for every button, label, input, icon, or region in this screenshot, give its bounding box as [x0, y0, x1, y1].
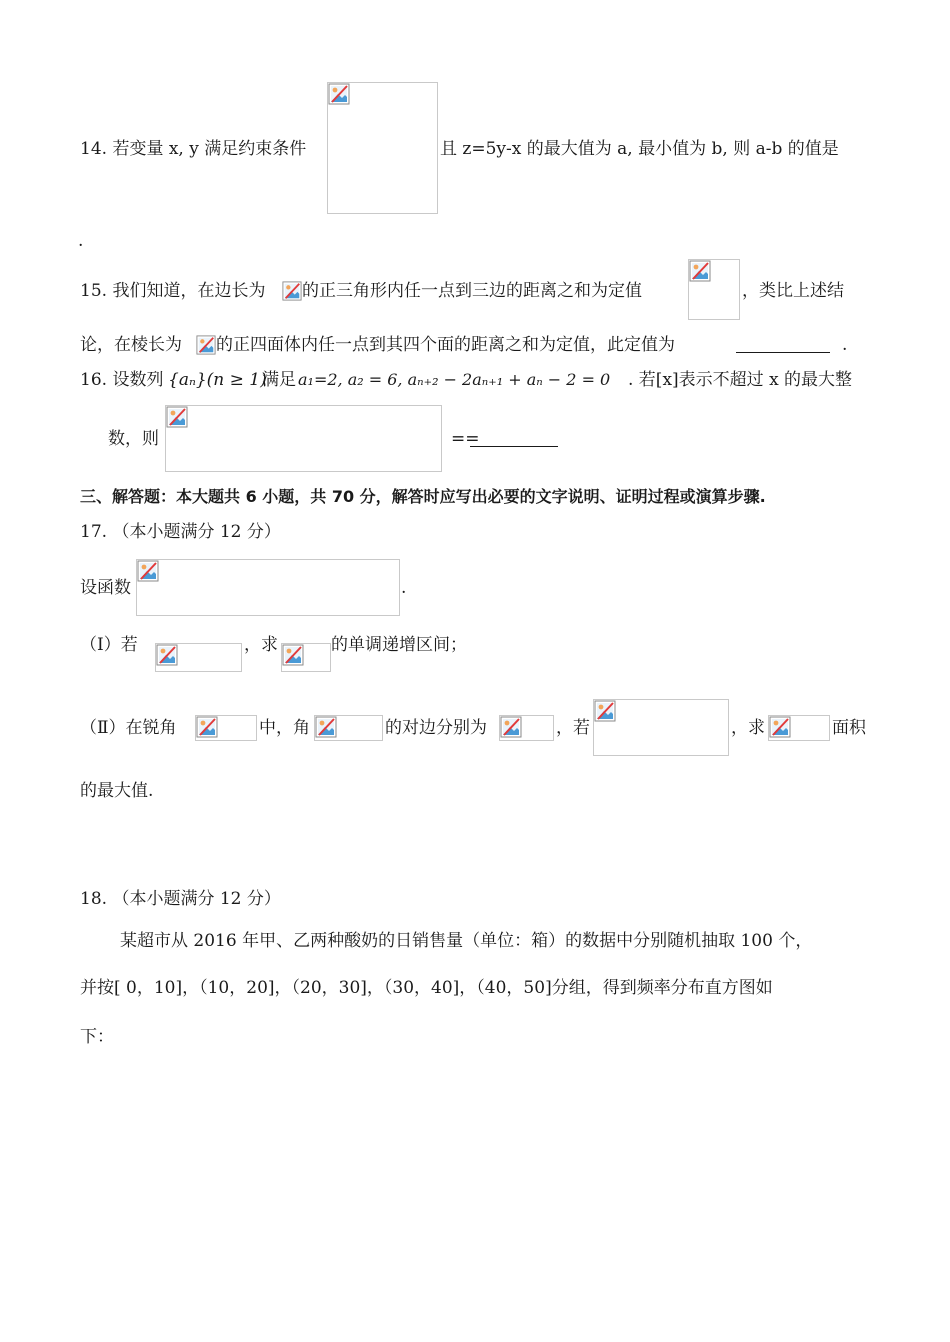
triangle-image [768, 715, 830, 741]
given-condition-image [593, 699, 729, 756]
q16-line1-b: 满足 [262, 370, 296, 390]
q17-title: 17. （本小题满分 12 分） [80, 522, 281, 542]
angles-image [314, 715, 383, 741]
edge-length-image [196, 335, 216, 355]
q17-part2-e: ，求 [731, 718, 765, 738]
broken-image-icon [156, 644, 178, 666]
broken-image-icon [328, 83, 350, 105]
broken-image-icon [196, 716, 218, 738]
broken-image-icon [500, 716, 522, 738]
q15-line1-b: 的正三角形内任一点到三边的距离之和为定值 [302, 281, 642, 301]
broken-image-icon [689, 260, 711, 282]
q16-sequence: {aₙ}(n ≥ 1) [168, 370, 267, 390]
q15-line1-a: 15. 我们知道，在边长为 [80, 281, 266, 301]
q18-line2: 并按[ 0，10]，（10，20]，（20，30]，（30，40]，（40，50]分组，得到频率分布直方图如 [80, 978, 773, 998]
q16-line2-a: 数，则 [108, 429, 159, 449]
q18-line3: 下： [80, 1027, 114, 1047]
broken-image-icon [196, 335, 216, 355]
function-name-image [281, 643, 331, 672]
q17-part2-f: 面积 [832, 718, 866, 738]
broken-image-icon [315, 716, 337, 738]
broken-image-icon [282, 281, 302, 301]
q17-part1-b: ，求 [244, 635, 278, 655]
q16-line1-a: 16. 设数列 [80, 370, 164, 390]
constraint-image [327, 82, 438, 214]
answer-blank-15 [736, 352, 830, 353]
q16-equals: == [451, 429, 480, 449]
section-heading: 三、解答题：本大题共 6 小题，共 70 分，解答时应写出必要的文字说明、证明过程或演算步骤. [80, 487, 766, 506]
q18-title: 18. （本小题满分 12 分） [80, 889, 281, 909]
q17-func-end: . [401, 578, 407, 598]
broken-image-icon [166, 406, 188, 428]
q15-line2-b: 的正四面体内任一点到其四个面的距离之和为定值，此定值为 [216, 335, 675, 355]
q17-func-label: 设函数 [80, 578, 131, 598]
q14-prefix: 14. 若变量 x, y 满足约束条件 [80, 139, 307, 159]
q17-part2-g: 的最大值. [80, 781, 154, 801]
function-definition-image [136, 559, 400, 616]
triangle-abc-image [195, 715, 257, 741]
constant-value-image [688, 259, 740, 320]
sum-expression-image [165, 405, 442, 472]
q17-part2-d: ，若 [556, 718, 590, 738]
q14-end: . [78, 231, 84, 251]
q17-part2-a: （Ⅱ）在锐角 [80, 718, 177, 738]
q15-line2-a: 论，在棱长为 [80, 335, 182, 355]
sides-image [499, 715, 554, 741]
q15-line1-c: ，类比上述结 [742, 281, 844, 301]
q16-line1-c: . 若[x]表示不超过 x 的最大整 [628, 370, 853, 390]
q15-line2-end: . [842, 335, 848, 355]
q14-suffix: 且 z=5y-x 的最大值为 a, 最小值为 b, 则 a-b 的值是 [440, 139, 839, 159]
q17-part1-c: 的单调递增区间； [331, 635, 467, 655]
broken-image-icon [769, 716, 791, 738]
side-length-image [282, 281, 302, 301]
broken-image-icon [282, 644, 304, 666]
answer-blank-16 [470, 446, 558, 447]
q17-part2-b: 中，角 [259, 718, 310, 738]
q16-condition: a₁=2, a₂ = 6, aₙ₊₂ − 2aₙ₊₁ + aₙ − 2 = 0 [298, 370, 611, 389]
q17-part2-c: 的对边分别为 [385, 718, 487, 738]
broken-image-icon [594, 700, 616, 722]
q17-part1-a: （Ⅰ）若 [80, 635, 138, 655]
broken-image-icon [137, 560, 159, 582]
condition-image-1 [155, 643, 242, 672]
q18-line1: 某超市从 2016 年甲、乙两种酸奶的日销售量（单位：箱）的数据中分别随机抽取 100 个， [120, 931, 813, 951]
